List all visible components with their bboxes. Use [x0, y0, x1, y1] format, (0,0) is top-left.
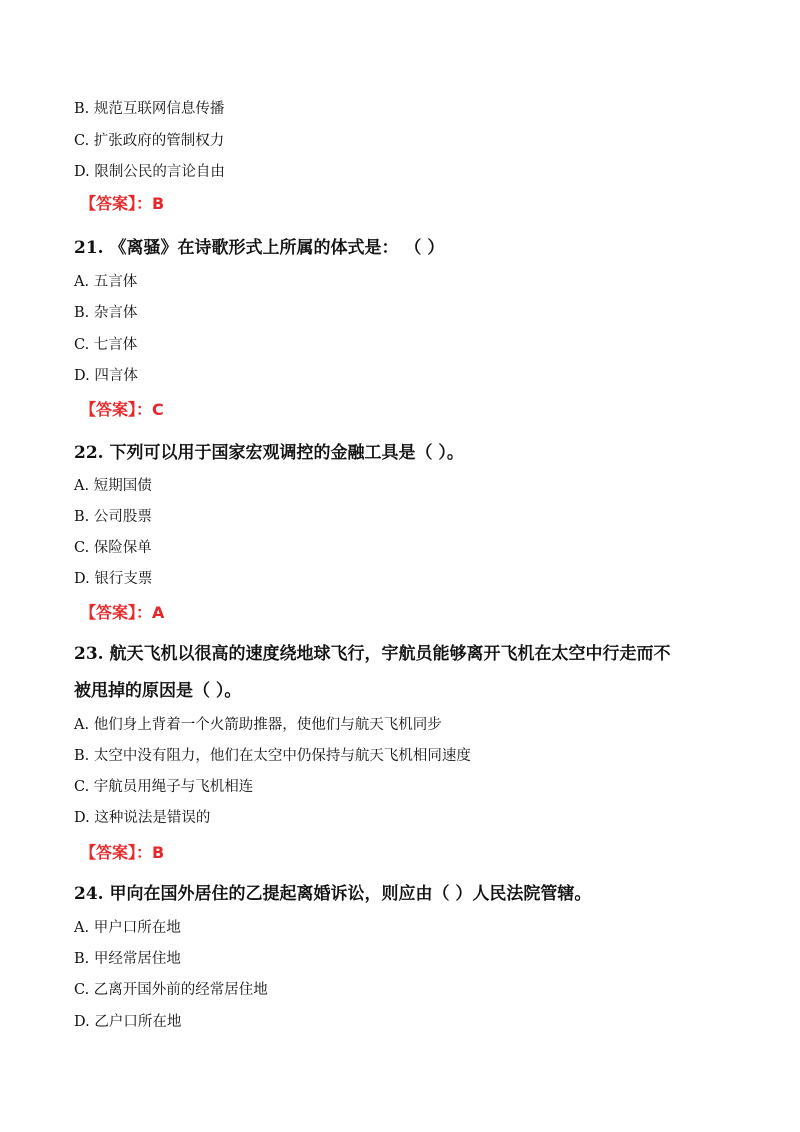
- question-24: 24. 甲向在国外居住的乙提起离婚诉讼，则应由（ ）人民法院管辖。: [74, 884, 592, 904]
- answer-label: 【答案】：C: [80, 400, 164, 419]
- option-c: C. 七言体: [74, 337, 138, 353]
- option-d: D. 四言体: [74, 368, 138, 384]
- option-b: B. 甲经常居住地: [74, 951, 181, 967]
- question-23-line-2: 被甩掉的原因是（ ）。: [74, 681, 242, 701]
- option-a: A. 五言体: [74, 274, 138, 290]
- option-b: B. 规范互联网信息传播: [74, 101, 225, 117]
- option-d: D. 乙户口所在地: [74, 1014, 182, 1030]
- option-d: D. 这种说法是错误的: [74, 810, 211, 826]
- option-b: B. 太空中没有阻力，他们在太空中仍保持与航天飞机相同速度: [74, 748, 471, 764]
- question-23-line-1: 23. 航天飞机以很高的速度绕地球飞行，宇航员能够离开飞机在太空中行走而不: [74, 644, 671, 664]
- answer-label: 【答案】：B: [80, 843, 165, 862]
- option-d: D. 限制公民的言论自由: [74, 164, 225, 180]
- option-c: C. 保险保单: [74, 540, 152, 556]
- option-a: A. 他们身上背着一个火箭助推器，使他们与航天飞机同步: [74, 717, 442, 733]
- option-a: A. 甲户口所在地: [74, 920, 181, 936]
- question-21: 21. 《离骚》在诗歌形式上所属的体式是： （ ）: [74, 238, 445, 258]
- option-a: A. 短期国债: [74, 478, 152, 494]
- answer-label: 【答案】：B: [80, 194, 165, 213]
- option-b: B. 公司股票: [74, 509, 152, 525]
- option-c: C. 宇航员用绳子与飞机相连: [74, 779, 254, 795]
- option-c: C. 扩张政府的管制权力: [74, 133, 225, 149]
- question-22: 22. 下列可以用于国家宏观调控的金融工具是（ ）。: [74, 443, 464, 463]
- answer-label: 【答案】：A: [80, 603, 165, 622]
- option-b: B. 杂言体: [74, 305, 138, 321]
- option-d: D. 银行支票: [74, 571, 153, 587]
- option-c: C. 乙离开国外前的经常居住地: [74, 982, 268, 998]
